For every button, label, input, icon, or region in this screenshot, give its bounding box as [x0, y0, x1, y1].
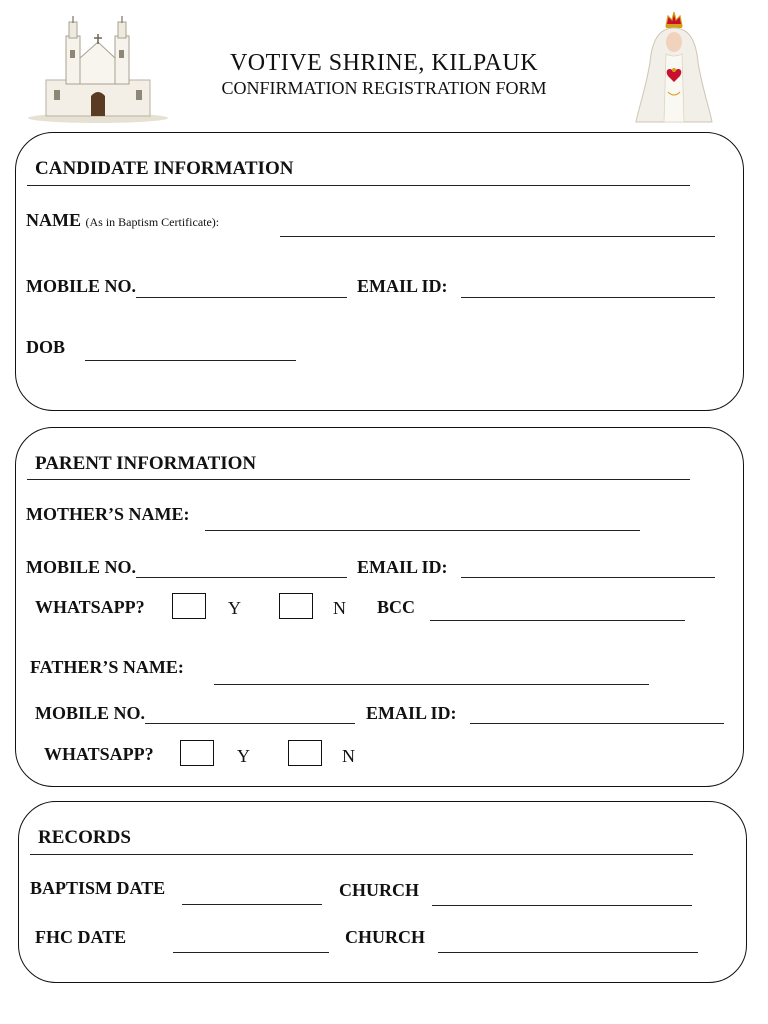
mother-email-field[interactable] — [461, 577, 715, 578]
dob-label: DOB — [26, 337, 66, 357]
mary-statue-image — [632, 6, 716, 124]
page-title: VOTIVE SHRINE, KILPAUK — [229, 50, 539, 76]
father-whatsapp-yes-label: Y — [237, 746, 250, 766]
mother-email-label: EMAIL ID: — [357, 557, 448, 577]
name-label — [26, 210, 219, 231]
father-email-field[interactable] — [470, 723, 724, 724]
dob-field[interactable] — [85, 360, 296, 361]
candidate-mobile-label: MOBILE NO. — [26, 276, 137, 296]
fhc-date-label: FHC DATE — [35, 927, 127, 947]
father-mobile-label: MOBILE NO. — [35, 703, 146, 723]
fhc-church-label: CHURCH — [345, 927, 425, 947]
page-subtitle: CONFIRMATION REGISTRATION FORM — [221, 78, 547, 98]
father-whatsapp-yes-checkbox[interactable] — [180, 740, 214, 766]
candidate-email-field[interactable] — [461, 297, 715, 298]
father-name-label: FATHER’S NAME: — [30, 657, 184, 677]
father-whatsapp-no-label: N — [342, 746, 355, 766]
bcc-field[interactable] — [430, 620, 685, 621]
candidate-email-label: EMAIL ID: — [357, 276, 448, 296]
fhc-church-field[interactable] — [438, 952, 698, 953]
mother-whatsapp-yes-checkbox[interactable] — [172, 593, 206, 619]
father-whatsapp-no-checkbox[interactable] — [288, 740, 322, 766]
parent-section-title: PARENT INFORMATION — [35, 453, 257, 474]
parent-title-underline — [27, 479, 690, 480]
mother-whatsapp-no-checkbox[interactable] — [279, 593, 313, 619]
candidate-mobile-field[interactable] — [136, 297, 347, 298]
fhc-date-field[interactable] — [173, 952, 329, 953]
baptism-church-label: CHURCH — [339, 880, 419, 900]
candidate-title-underline — [27, 185, 690, 186]
records-section-title: RECORDS — [38, 827, 131, 848]
father-mobile-field[interactable] — [145, 723, 355, 724]
mother-whatsapp-no-label: N — [333, 598, 346, 618]
mother-name-field[interactable] — [205, 530, 640, 531]
bcc-label: BCC — [377, 597, 416, 617]
mother-name-label: MOTHER’S NAME: — [26, 504, 190, 524]
name-label-note: (As in Baptism Certificate): — [85, 215, 220, 229]
candidate-name-field[interactable] — [280, 236, 715, 237]
father-name-field[interactable] — [214, 684, 649, 685]
baptism-date-field[interactable] — [182, 904, 322, 905]
mother-mobile-field[interactable] — [136, 577, 347, 578]
baptism-church-field[interactable] — [432, 905, 692, 906]
father-email-label: EMAIL ID: — [366, 703, 457, 723]
candidate-section-title: CANDIDATE INFORMATION — [35, 158, 294, 179]
mother-mobile-label: MOBILE NO. — [26, 557, 137, 577]
records-title-underline — [30, 854, 693, 855]
father-whatsapp-label: WHATSAPP? — [44, 744, 154, 764]
name-label-text: NAME — [26, 210, 81, 230]
mother-whatsapp-label: WHATSAPP? — [35, 597, 145, 617]
baptism-date-label: BAPTISM DATE — [30, 878, 166, 898]
mother-whatsapp-yes-label: Y — [228, 598, 241, 618]
